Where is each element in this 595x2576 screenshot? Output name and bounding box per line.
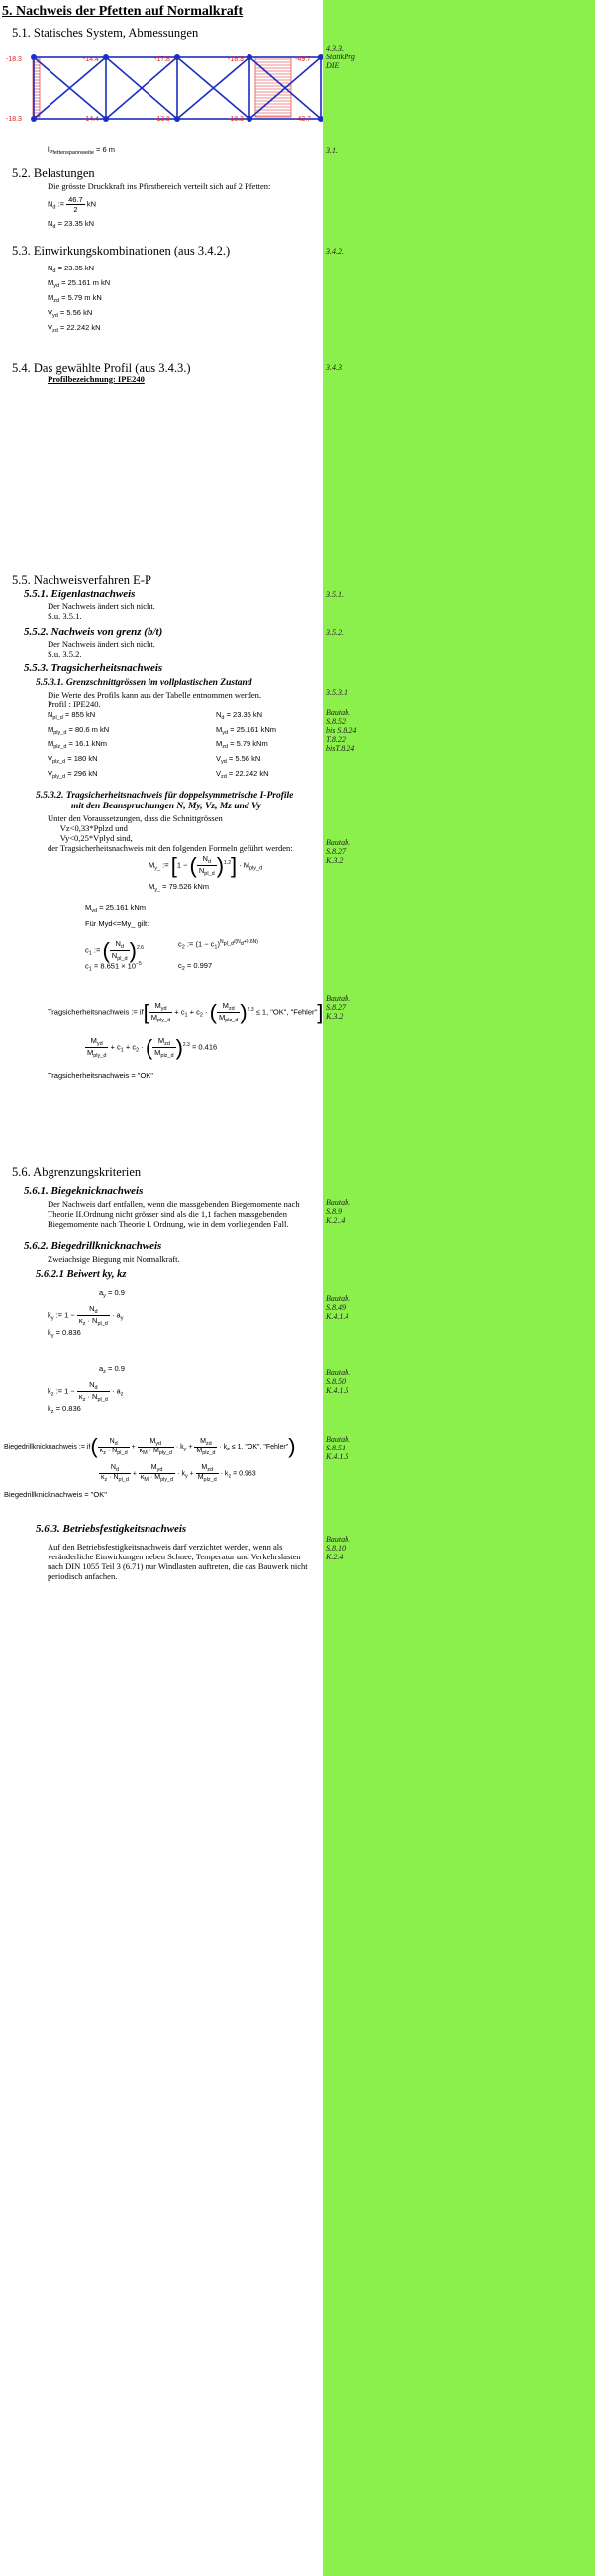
- ref-3-5-1: 3.5.1.: [326, 590, 344, 599]
- label-top-2: -14.4: [83, 56, 99, 63]
- vyd-right: $V_{yd} = 5.56$ kN: [216, 754, 261, 765]
- section-5-2-text: Die grösste Druckkraft ins Pfirstbereich verteilt sich auf 2 Pfetten:: [48, 181, 271, 191]
- bdk-sum: $\frac{N_d}{\kappa_z \cdot N_{pl\_d}}$ + $\frac{M_{yd}}{\kappa_M \cdot M_{ply\_d}}$ · $k_y$ + $\frac{M_{zd}}{M_{plz\_d}}$ · $k_z = 0.963$: [101, 1464, 256, 1483]
- frame: [34, 57, 321, 119]
- reference-margin: [323, 0, 595, 2576]
- label-top-4: -18.3: [228, 56, 244, 63]
- section-5-6-2-title: 5.6.2. Biegedrillknicknachweis: [24, 1240, 162, 1252]
- section-5-1-title: 5.1. Statisches System, Abmessungen: [12, 26, 199, 40]
- label-bottom-2: -14.4: [83, 116, 99, 123]
- label-top-3: -17.8: [154, 56, 170, 63]
- combo-nd: $N_d = 23.35$ kN: [48, 264, 95, 274]
- ref-3-1: 3.1.: [326, 146, 338, 155]
- section-5-6-2-text: Zweiachsige Biegung mit Normalkraft.: [48, 1254, 180, 1264]
- c1-result: $c_1 = 8.651 \times 10^{-5}$: [85, 961, 142, 973]
- kz-result: $k_z = 0.836$: [48, 1404, 81, 1415]
- section-5-6-3-text: Auf den Betriebsfestigkeitsnachweis darf verzichtet werden, wenn als veränderliche Einwirkungen neben Schnee, Temperatur und Verkehrslasten nach DIN 1055 Teil 3 (6.71) nur Windlasten auftreten, die das Bauwerk nicht periodisch anfachen.: [48, 1542, 308, 1581]
- section-5-5-3-title: 5.5.3. Tragsicherheitsnachweis: [24, 662, 163, 674]
- ref-bautab-8-27-a: Bautab. S.8.27 K.3.2: [326, 838, 351, 865]
- page-title: 5. Nachweis der Pfetten auf Normalkraft: [2, 4, 244, 19]
- ref-bautab-8-9: Bautab. S.8.9 K.2..4: [326, 1198, 351, 1225]
- vply-d: $V_{ply\_d} = 296$ kN: [48, 769, 98, 780]
- ref-bautab-8-50: Bautab. S.8.50 K.4.1.5: [326, 1368, 351, 1395]
- myd-value: $M_{yd} = 25.161$ kNm: [85, 903, 147, 913]
- nd-formula: $N_d$ := $\frac{46.7}{2}$ kN: [48, 195, 96, 214]
- condition-text: Für Myd<=My_ gilt:: [85, 919, 149, 928]
- label-bottom-4: -18.3: [228, 116, 244, 123]
- section-5-5-3-2-title2: mit den Beanspruchungen N, My, Vz, Mz und Vy: [71, 802, 261, 811]
- npl-d: $N_{pl\_d} = 855$ kN: [48, 710, 96, 721]
- vplz-d: $V_{plz\_d} = 180$ kN: [48, 754, 98, 765]
- bdk-result: Biegedrillknicknachweis = "OK": [4, 1490, 107, 1499]
- vzd-right: $V_{zd} = 22.242$ kN: [216, 769, 269, 780]
- section-5-5-3-2-title: 5.5.3.2. Tragsicherheitsnachweis für doppelsymmetrische I-Profile: [36, 791, 294, 801]
- my-limit-result: $M_{y\_} = 79.526$ kNm: [149, 882, 210, 893]
- section-5-5-2-text: Der Nachweis ändert sich nicht. S.u. 3.5.2.: [48, 639, 155, 659]
- ref-3-5-3-1: 3.5.3.1: [326, 688, 347, 697]
- tsn-formula: Tragsicherheitsnachweis := if[ $\frac{M_{yd}}{M_{ply\_d}}$ + $c_1 + c_2$ · ( $\frac{M_{zd}}{M_{plz\_d}}$ )$^{2.3}$ ≤ 1, "OK", "Fehler"]: [48, 999, 324, 1024]
- label-bottom-5: -43.7: [295, 116, 311, 123]
- label-top-1: -18.3: [6, 56, 22, 63]
- section-5-2-title: 5.2. Belastungen: [12, 166, 95, 180]
- c2-result: $c_2 = 0.997$: [178, 961, 213, 972]
- section-5-6-1-text: Der Nachweis darf entfallen, wenn die massgebenden Biegemomente nach Theorie II.Ordnung nicht grösser sind als die 1,1 fachen massgebenden Biegemomente nach Theorie I. Ordnung, wie in dem vorliegenden Fall.: [48, 1199, 300, 1229]
- ref-bautab-8-27-b: Bautab. S.8.27 K.3.2: [326, 994, 351, 1020]
- combo-mzd: $M_{zd} = 5.79$ m kN: [48, 293, 102, 304]
- section-5-5-3-1-title: 5.5.3.1. Grenzschnittgrössen im vollplastischen Zustand: [36, 678, 252, 688]
- ref-bautab-8-10: Bautab. S.8.10 K.2.4: [326, 1535, 351, 1561]
- section-5-6-3-title: 5.6.3. Betriebsfestigkeitsnachweis: [36, 1523, 187, 1535]
- mplz-d: $M_{plz\_d} = 16.1$ kNm: [48, 739, 108, 750]
- section-5-5-1-text: Der Nachweis ändert sich nicht. S.u. 3.5.1.: [48, 601, 155, 621]
- section-5-5-3-1-text: Die Werte des Profils kann aus der Tabelle entnommen werden. Profil : IPE240.: [48, 690, 262, 709]
- ky-result: $k_y = 0.836$: [48, 1328, 81, 1339]
- section-5-6-1-title: 5.6.1. Biegeknicknachweis: [24, 1185, 144, 1197]
- combo-myd: $M_{yd} = 25.161$ m kN: [48, 278, 111, 289]
- combo-vzd: $V_{zd} = 22.242$ kN: [48, 323, 101, 334]
- my-limit-formula: $M_{y\_}$ := [1 − ( $\frac{N_d}{N_{pl\_d}}$ )$^{1.2}] \cdot M_{ply\_d}$: [149, 852, 263, 878]
- section-5-5-3-2-text: Unter den Voraussetzungen, dass die Schnittgrössen Vz<0,33*Pplzd und Vy<0,25*Vplyd sind, der Tragsicherheitsnachweis mit den folgenden Formeln geführt werden:: [48, 813, 293, 853]
- ay-value: $a_y = 0.9$: [99, 1288, 125, 1299]
- profile-name: Profilbezeichnung: IPE240: [48, 375, 145, 384]
- span-length: $l_{Pfettenspannweite} = 6$ m: [48, 145, 115, 156]
- ref-bautab-8-49: Bautab. S.8.49 K.4.1.4: [326, 1294, 351, 1321]
- mzd-right: $M_{zd} = 5.79$ kNm: [216, 739, 268, 750]
- tsn-result: Tragsicherheitsnachweis = "OK": [48, 1071, 153, 1080]
- static-system-diagram: [4, 48, 323, 127]
- mply-d: $M_{ply\_d} = 80.6$ m kN: [48, 725, 110, 736]
- section-5-5-title: 5.5. Nachweisverfahren E-P: [12, 573, 151, 587]
- label-bottom-1: -18.3: [6, 116, 22, 123]
- ref-4-3-3: 4.3.3. StatikPrg DIE: [326, 44, 355, 70]
- ref-bautab-8-51: Bautab. S.8.51 K.4.1.5: [326, 1435, 351, 1461]
- section-5-3-title: 5.3. Einwirkungskombinationen (aus 3.4.2.): [12, 244, 231, 258]
- ky-formula: $k_y$ := 1 − $\frac{N_d}{\kappa_z \cdot N_{pl\_d}}$ · $a_y$: [48, 1304, 124, 1327]
- tsn-sum: $\frac{M_{yd}}{M_{ply\_d}}$ + $c_1 + c_2$ · ( $\frac{M_{zd}}{M_{plz\_d}}$ )$^{2.3}$ = 0.416: [87, 1034, 218, 1060]
- combo-vyd: $V_{yd} = 5.56$ kN: [48, 308, 93, 319]
- section-5-6-title: 5.6. Abgrenzungskriterien: [12, 1165, 142, 1179]
- ref-3-4-3: 3.4.3: [326, 363, 342, 372]
- label-bottom-3: -13.8: [154, 116, 170, 123]
- myd-right: $M_{yd} = 25.161$ kNm: [216, 725, 277, 736]
- c2-formula: $c_2$ := $(1 - c_1)^{N_{pl\_d}/(N_d+0.6N)}$: [178, 939, 258, 951]
- ref-3-4-2: 3.4.2.: [326, 247, 344, 256]
- ref-3-5-2: 3.5.2.: [326, 628, 344, 637]
- section-5-4-title: 5.4. Das gewählte Profil (aus 3.4.3.): [12, 361, 191, 375]
- label-top-5: -49.7: [295, 56, 311, 63]
- nd-right: $N_d = 23.35$ kN: [216, 710, 263, 721]
- section-5-6-2-1-title: 5.6.2.1 Beiwert ky, kz: [36, 1269, 127, 1280]
- c1-formula: $c_1$ := ( $\frac{N_d}{N_{pl\_d}}$ )$^{2.6}$: [85, 937, 144, 963]
- bdk-formula: Biegedrillknicknachweis := if( $\frac{N_d}{\kappa_z \cdot N_{pl\_d}}$ + $\frac{M_{yd}}{\kappa_M \cdot M_{ply\_d}}$ · $k_y$ + $\frac{M_{zd}}{M_{plz\_d}}$ · $k_z \le 1$, "OK", "Fehler"): [4, 1434, 296, 1458]
- ref-bautab-8-52: Bautab. S.8.52 bis S.8.24 T.8.22 bisT.8.24: [326, 708, 357, 753]
- kz-formula: $k_z$ := 1 − $\frac{N_d}{\kappa_z \cdot N_{pl\_d}}$ · $a_z$: [48, 1380, 124, 1403]
- nd-result: $N_d = 23.35$ kN: [48, 219, 95, 230]
- az-value: $a_z = 0.9$: [99, 1364, 125, 1375]
- section-5-5-2-title: 5.5.2. Nachweis von grenz (b/t): [24, 626, 163, 638]
- section-5-5-1-title: 5.5.1. Eigenlastnachweis: [24, 589, 136, 600]
